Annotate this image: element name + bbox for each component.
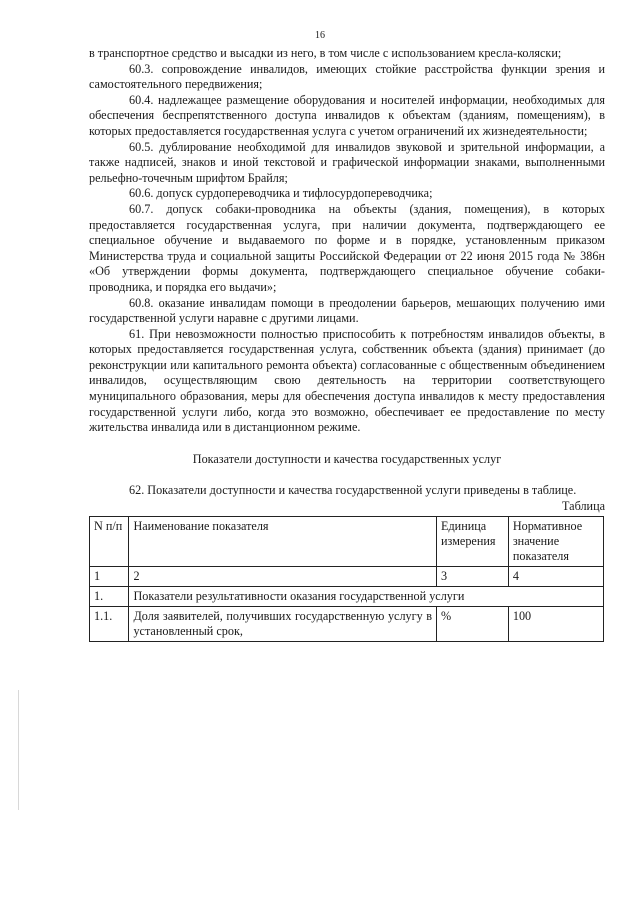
paragraph: 60.5. дублирование необходимой для инвалидов звуковой и зрительной информации, а также надписей, знаков и иной текстовой и графической информации знаками, выполненными рельефно-точечным шрифтом Брайля;	[89, 139, 605, 185]
table-row	[90, 606, 604, 641]
header-cell-name: Наименование показателя	[129, 516, 437, 566]
table-cell: %	[437, 606, 509, 641]
header-cell-value: Нормативное значение показателя	[508, 516, 603, 566]
table-cell: Доля заявителей, получивших государственную услугу в установленный срок,	[129, 606, 437, 641]
paragraph: 62. Показатели доступности и качества государственной услуги приведены в таблице.	[129, 483, 577, 498]
header-cell-unit: Единица измерения	[437, 516, 509, 566]
scan-margin-line	[18, 690, 19, 810]
paragraph: в транспортное средство и высадки из него, в том числе с использованием кресла-коляски;	[89, 46, 562, 60]
table-header-row	[90, 516, 604, 566]
paragraph: 60.4. надлежащее размещение оборудования и носителей информации, необходимых для обеспечения беспрепятственного доступа инвалидов к объектам (зданиям, помещениям), в которых предоставляется государственная услуга с учетом ограничений их жизнедеятельности;	[89, 92, 605, 138]
paragraph: 60.3. сопровождение инвалидов, имеющих стойкие расстройства функции зрения и самостоятельного передвижения;	[89, 61, 605, 92]
table-cell: 1	[90, 566, 129, 586]
paragraph: 61. При невозможности полностью приспособить к потребностям инвалидов объекты, в которых предоставляется государственная услуга, собственник объекта (здания) принимает (до реконструкции или капитального ремонта объекта) согласованные с общественным объединением инвалидов, осуществляющим свою деятельность на территории соответствующего муниципального образования, меры для обеспечения доступа инвалидов к месту предоставления государственной услуги либо, когда это возможно, обеспечивает ее предоставление по месту жительства инвалида или в дистанционном режиме.	[89, 326, 605, 435]
table-numbering-row	[90, 566, 604, 586]
table-cell: 3	[437, 566, 509, 586]
table-cell: Показатели результативности оказания государственной услуги	[129, 586, 604, 606]
paragraph: 60.8. оказание инвалидам помощи в преодолении барьеров, мешающих получению ими государственной услуги наравне с другими лицами.	[89, 295, 605, 326]
table-cell: 1.	[90, 586, 129, 606]
page-number: 16	[315, 30, 325, 41]
table-cell: 2	[129, 566, 437, 586]
paragraph: 60.6. допуск сурдопереводчика и тифлосурдопереводчика;	[129, 186, 433, 201]
section-title: Показатели доступности и качества государственных услуг	[192, 451, 502, 466]
table-cell: 1.1.	[90, 606, 129, 641]
document-body	[89, 46, 605, 642]
header-cell-number: N п/п	[90, 516, 129, 566]
table-cell: 4	[508, 566, 603, 586]
table-caption: Таблица	[562, 499, 605, 514]
table-section-row	[90, 586, 604, 606]
paragraph: 60.7. допуск собаки-проводника на объекты (здания, помещения), в которых предоставляется государственная услуга, при наличии документа, подтверждающего ее специальное обучение и выдаваемого по форме и в порядке, установленным приказом Министерства труда и социальной защиты Российской Федерации от 22 июня 2015 года № 386н «Об утверждении формы документа, подтверждающего специальное обучение собаки-проводника, и порядка его выдачи»;	[89, 201, 605, 294]
table-cell: 100	[508, 606, 603, 641]
indicators-table	[89, 516, 604, 642]
